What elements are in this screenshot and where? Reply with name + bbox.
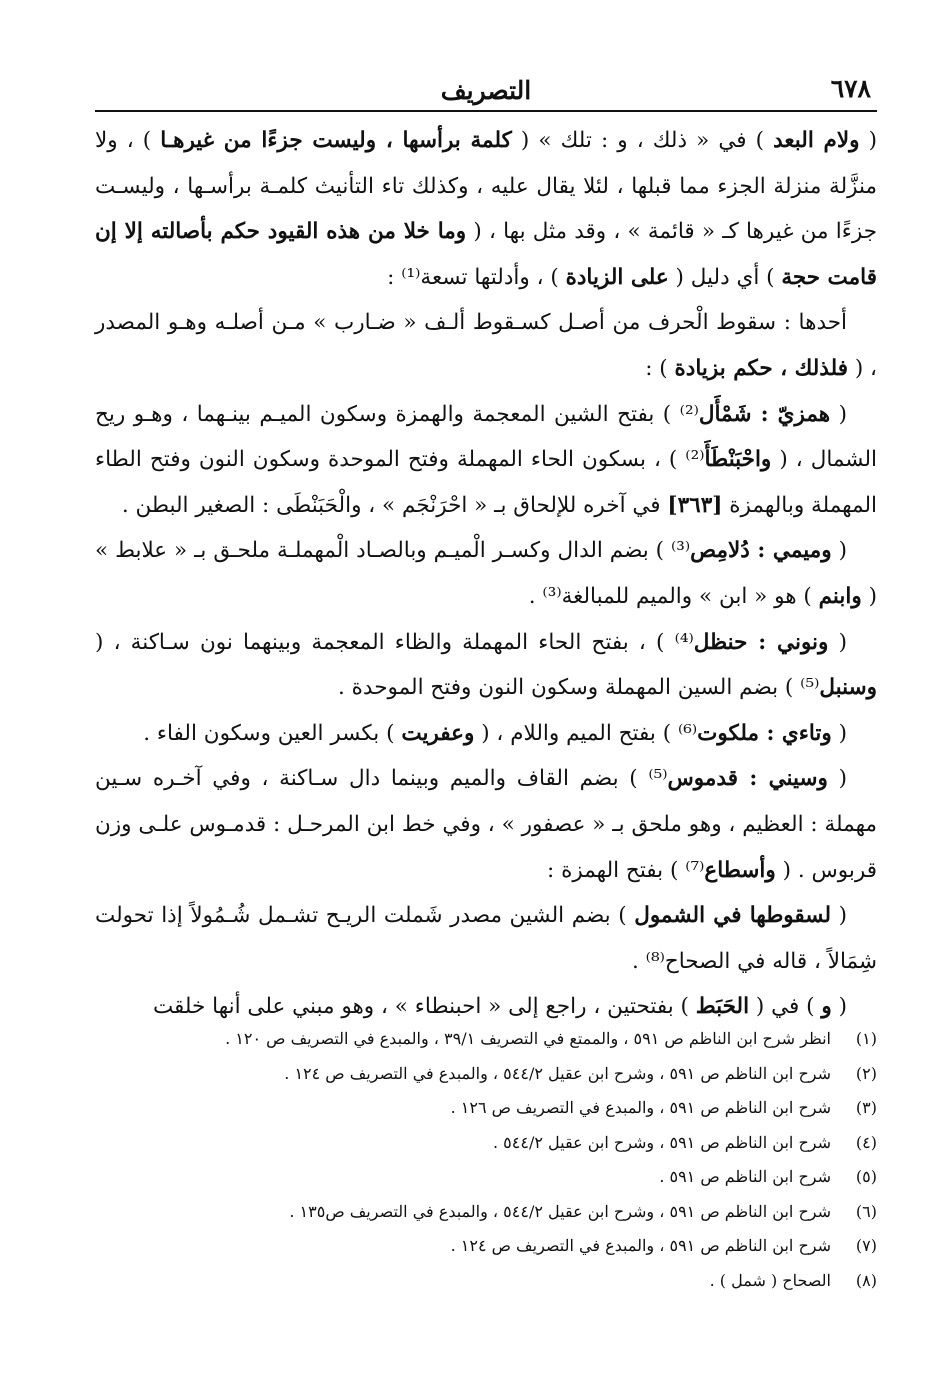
footnote — [95, 1229, 877, 1264]
paragraph — [95, 528, 877, 619]
footnote-text: شرح ابن الناظم ص ٥٩١ ، وشرح ابن عقيل ٥٤٤/٢ ، والمبدع في التصريف ص ١٢٤ . — [284, 1063, 831, 1083]
footnote — [95, 1022, 877, 1057]
footnote — [95, 1057, 877, 1092]
text-run: ) ، ولا منزَّلة منزلة الجزء مما قبلها ، لئلا يقال عليه ، وكذلك تاء التأنيث كلمـة برأسـها ، وليسـت جزءًا من غيرها كـ « قائمة » ، وقد مثل بها ، ( — [95, 128, 877, 245]
text-run: ) في « ذلك ، و : تلك » ( — [511, 128, 774, 153]
bold-term: وعفريت — [401, 720, 475, 746]
text-run: ) : — [645, 355, 675, 381]
text-run: ⁽⁵⁾ ) بضم القاف والميم وبينما دال سـاكنة ، وفي آخـره سـين مهملة : العظيم ، وهو ملحق بـ « عصفور » ، وفي خط ابن المرحـل : قدمـوس علـى وزن قربوس . ( — [95, 766, 877, 883]
text-run: ⁽⁷⁾ ) بفتح الهمزة : — [547, 857, 705, 883]
text-run: ⁽²⁾ ) ، بسكون الحاء المهملة وفتح الموحدة وسكون النون وفتح الطاء المهملة وبالهمزة — [95, 447, 877, 518]
page-header — [95, 70, 877, 110]
text-run: ⁽³⁾ ) بضم الدال وكسـر الْميـم وبالصـاد الْمهملـة ملحـق بـ « علابط » ( — [95, 538, 877, 609]
bold-term: وسنبل — [819, 675, 877, 701]
footnote-text: شرح ابن الناظم ص ٥٩١ ، والمبدع في التصريف ص ١٢٦ . — [450, 1098, 831, 1117]
header-rule — [95, 110, 877, 112]
page-number: ٦٧٨ — [830, 74, 871, 103]
bold-term: كلمة برأسها ، وليست جزءًا من غيرهـا — [160, 128, 512, 153]
text-run: ( — [859, 128, 877, 153]
footnote — [95, 1091, 877, 1126]
footnote — [95, 1264, 877, 1299]
text-run: ⁽⁶⁾ ) بفتح الميم واللام ، ( — [474, 720, 698, 746]
text-run: ⁽⁵⁾ ) بضم السين المهملة وسكون النون وفتح الموحدة . — [337, 675, 820, 701]
bold-term: وسيني : قدموس — [667, 766, 828, 792]
bold-term: على الزيادة — [565, 264, 669, 290]
bold-term: فلذلك ، حكم بزيادة — [674, 355, 848, 381]
bold-term: وأسطاع — [704, 857, 776, 883]
running-title: التصريف — [440, 75, 532, 105]
footnote — [95, 1126, 877, 1161]
paragraph — [95, 893, 877, 984]
paragraph — [95, 118, 877, 300]
footnote-number: (٢) — [855, 1063, 877, 1083]
footnote — [95, 1160, 877, 1195]
footnote-text: شرح ابن الناظم ص ٥٩١ ، والمبدع في التصريف ص ١٢٤ . — [450, 1236, 831, 1255]
bold-term: وما خلا من هذه القيود حكم بأصالته إلا إن قامت حجة — [95, 219, 877, 290]
bold-term: لسقوطها في الشمول — [634, 903, 832, 929]
footnote-text: شرح ابن الناظم ص ٥٩١ ، وشرح ابن عقيل ٥٤٤/٢ ، والمبدع في التصريف ص١٣٥ . — [289, 1201, 831, 1221]
bold-term: و — [821, 994, 832, 1020]
paragraph — [95, 300, 877, 391]
footnote-number: (٤) — [855, 1132, 877, 1152]
bold-term: واحْبَنْطَأَ — [704, 447, 772, 473]
footnote-number: (٨) — [855, 1270, 877, 1290]
text-run: ( — [830, 401, 847, 427]
text-run: ) هو « ابن » والميم للمبالغة⁽³⁾ . — [528, 583, 819, 609]
text-run: ) بكسر العين وسكون الفاء . — [143, 720, 402, 746]
bold-term: وتاءي : ملكوت — [697, 720, 832, 746]
text-run: ( — [831, 538, 847, 564]
text-run: ) بضم الشين مصدر شَملت الريـح تشـمل شُـمُولاً إذا تحولت شِمَالاً ، قاله في الصحاح⁽⁸⁾ . — [95, 903, 877, 974]
footnote-number: (٧) — [855, 1236, 877, 1255]
bold-term: ونوني : حنظل — [693, 629, 829, 655]
text-run: ) بفتحتين ، راجع إلى « احبنطاء » ، وهو مبني على أنها خلقت — [152, 994, 696, 1020]
footnote-number: (٦) — [855, 1201, 877, 1221]
main-text — [95, 118, 877, 1030]
paragraph — [95, 756, 877, 893]
bold-term: وميمي : دُلامِص — [690, 538, 832, 564]
text-run: ) ، وأدلتها تسعة⁽¹⁾ : — [387, 264, 566, 290]
text-run: ( — [827, 766, 847, 792]
text-run: ) في ( — [749, 994, 822, 1020]
bold-term: وابنم — [818, 583, 862, 609]
text-run: ⁽²⁾ ) بفتح الشين المعجمة والهمزة وسكون الميـم بينـهما ، وهـو ريح الشمال ، ( — [95, 401, 877, 473]
text-run: ( — [831, 903, 847, 929]
bold-term: همزيّ : شَمْأَل — [698, 401, 831, 427]
text-run: ) أي دليل ( — [668, 264, 782, 290]
bold-term: [٣٦٣] — [667, 492, 723, 518]
footnote-text: شرح ابن الناظم ص ٥٩١ ، وشرح ابن عقيل ٥٤٤/٢ . — [493, 1132, 831, 1152]
footnotes — [95, 1022, 877, 1298]
footnote-text: شرح ابن الناظم ص ٥٩١ . — [659, 1167, 831, 1186]
paragraph — [95, 620, 877, 711]
text-run: ( — [828, 629, 848, 655]
text-run: ( — [831, 994, 847, 1020]
text-run: ⁽⁴⁾ ) ، بفتح الحاء المهملة والظاء المعجمة وبينهما نون سـاكنة ، ( — [95, 629, 694, 655]
paragraph — [95, 392, 877, 529]
bold-term: الحَبَط — [695, 994, 750, 1020]
footnote-number: (١) — [855, 1029, 877, 1048]
footnote-text: انظر شرح ابن الناظم ص ٥٩١ ، والممتع في التصريف ٣٩/١ ، والمبدع في التصريف ص ١٢٠ . — [225, 1029, 831, 1048]
footnote-number: (٣) — [855, 1098, 877, 1117]
text-run: أحدها : سقوط الْحرف من أصـل كسـقوط ألـف « ضـارب » مـن أصلـه وهـو المصدر ، ( — [95, 310, 877, 381]
footnote — [95, 1195, 877, 1230]
paragraph — [95, 711, 877, 757]
footnote-number: (٥) — [855, 1167, 877, 1186]
footnote-text: الصحاح ( شمل ) . — [709, 1270, 831, 1290]
text-run: ( — [831, 720, 847, 746]
bold-term: ولام البعد — [773, 128, 860, 153]
text-run: في آخره للإلحاق بـ « احْرَنْجَم » ، والْحَبَنْطَى : الصغير البطن . — [121, 492, 668, 518]
